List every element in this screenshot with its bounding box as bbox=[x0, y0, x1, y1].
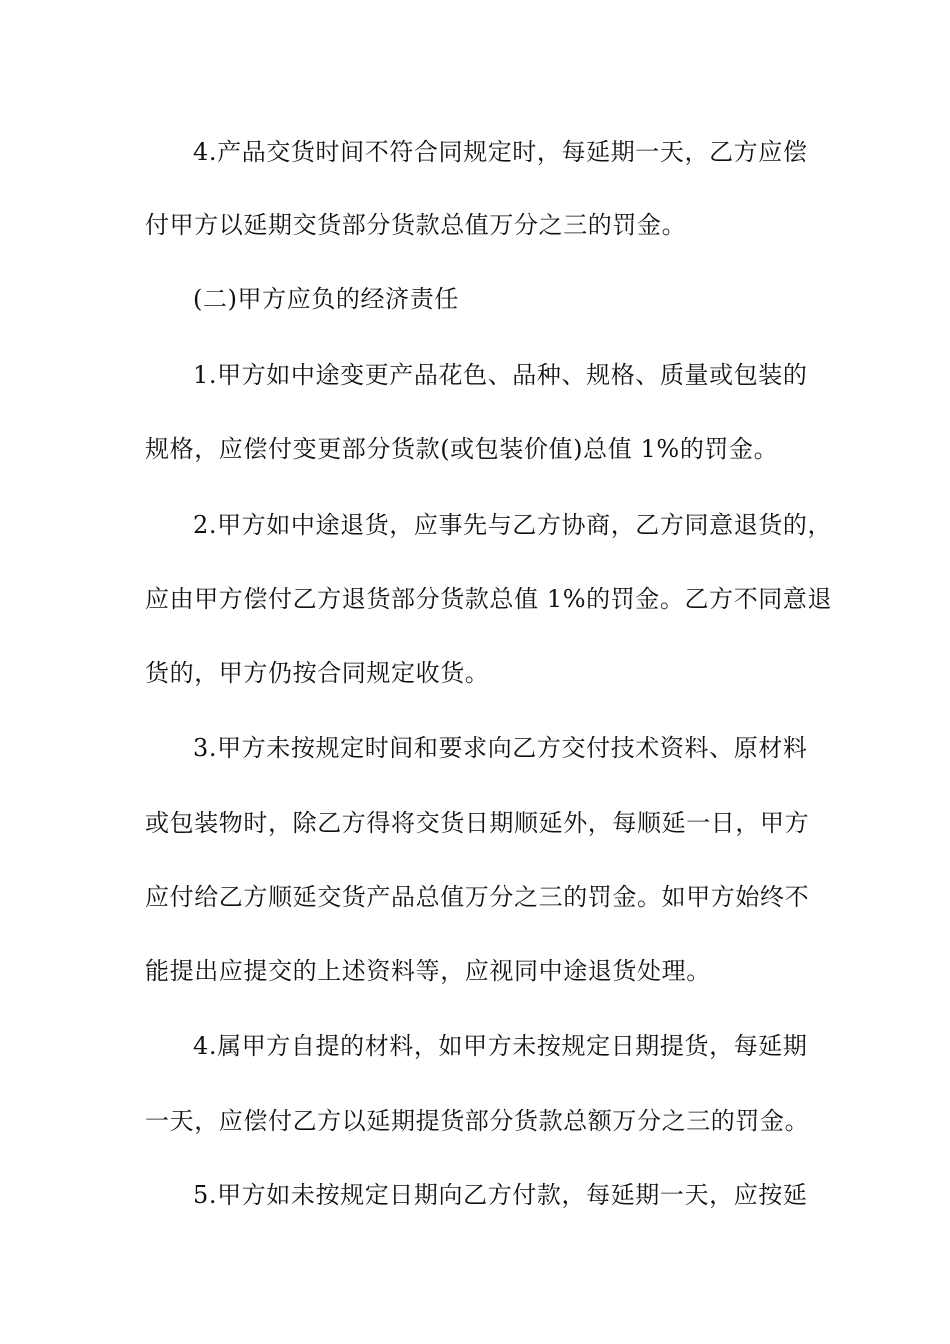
section-heading: (二)甲方应负的经济责任 bbox=[193, 285, 459, 313]
paragraph-line: 3.甲方未按规定时间和要求向乙方交付技术资料、原材料 bbox=[193, 734, 808, 762]
paragraph-line: 4.产品交货时间不符合同规定时，每延期一天，乙方应偿 bbox=[193, 138, 808, 166]
paragraph-line: 4.属甲方自提的材料，如甲方未按规定日期提货，每延期 bbox=[193, 1032, 808, 1060]
paragraph-line: 能提出应提交的上述资料等，应视同中途退货处理。 bbox=[145, 957, 711, 985]
paragraph-line: 付甲方以延期交货部分货款总值万分之三的罚金。 bbox=[145, 211, 687, 239]
paragraph-line: 2.甲方如中途退货，应事先与乙方协商，乙方同意退货的， bbox=[193, 511, 833, 539]
paragraph-line: 或包装物时，除乙方得将交货日期顺延外，每顺延一日，甲方 bbox=[145, 809, 810, 837]
paragraph-line: 货的，甲方仍按合同规定收货。 bbox=[145, 659, 490, 687]
paragraph-line: 应由甲方偿付乙方退货部分货款总值 1%的罚金。乙方不同意退 bbox=[145, 585, 833, 613]
paragraph-line: 应付给乙方顺延交货产品总值万分之三的罚金。如甲方始终不 bbox=[145, 883, 810, 911]
paragraph-line: 一天，应偿付乙方以延期提货部分货款总额万分之三的罚金。 bbox=[145, 1107, 810, 1135]
paragraph-line: 规格，应偿付变更部分货款(或包装价值)总值 1%的罚金。 bbox=[145, 435, 779, 463]
paragraph-line: 1.甲方如中途变更产品花色、品种、规格、质量或包装的 bbox=[193, 361, 808, 389]
paragraph-line: 5.甲方如未按规定日期向乙方付款，每延期一天，应按延 bbox=[193, 1181, 808, 1209]
